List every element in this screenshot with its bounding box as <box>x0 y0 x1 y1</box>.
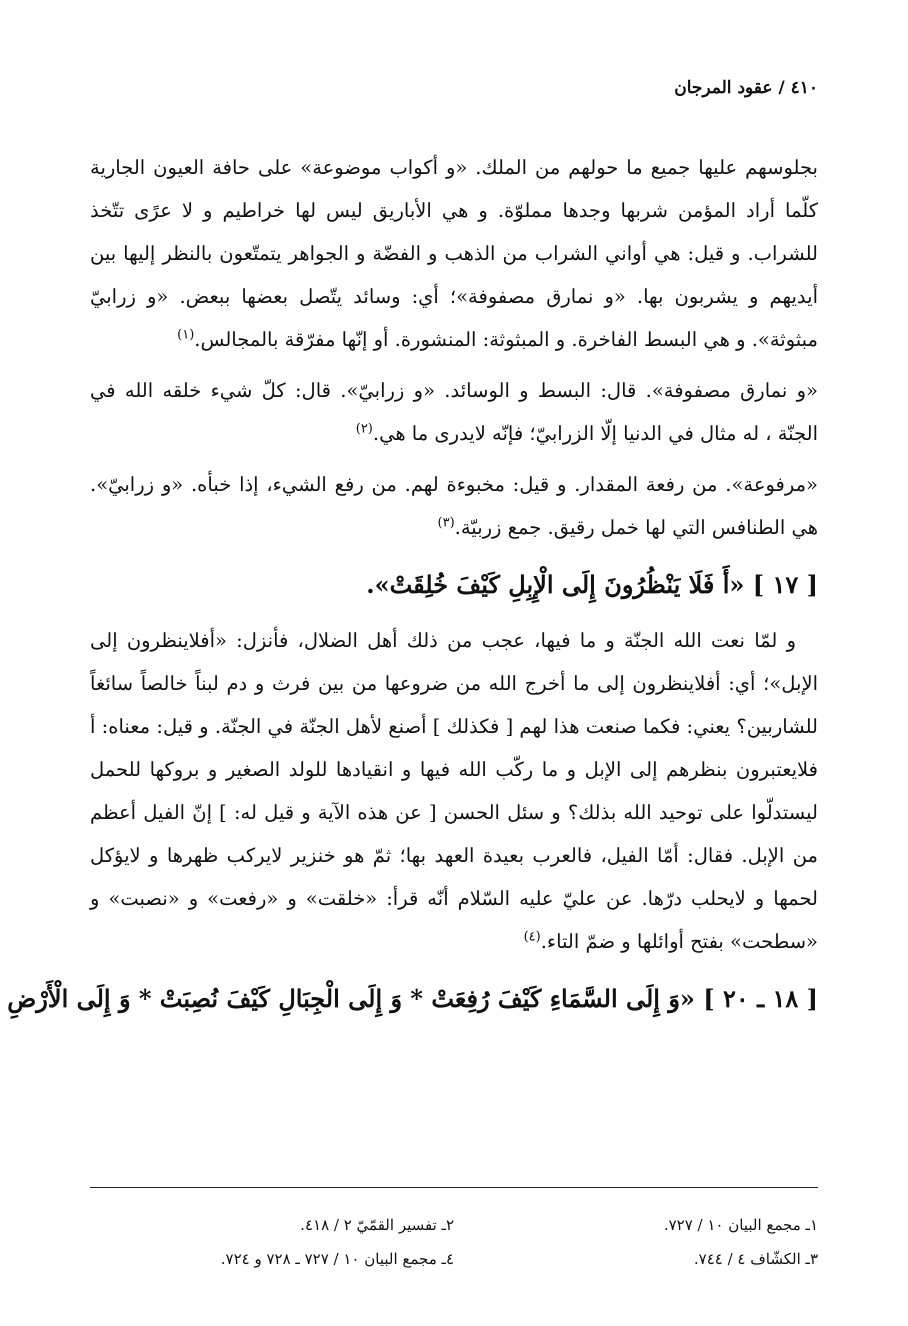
footnote-4: ٤ـ مجمع البيان ١٠ / ٧٢٧ ـ ٧٢٨ و ٧٢٤. <box>220 1250 454 1268</box>
verse-18-20-heading: [ ١٨ ـ ٢٠ ] «وَ إِلَى السَّمَاءِ كَيْفَ رُفِعَتْ * وَ إِلَى الْجِبَالِ كَيْفَ نُصِبَتْ * وَ إِلَى الْأَرْضِ <box>7 984 818 1013</box>
footnotes <box>90 1208 818 1276</box>
footnote-ref-1: (١) <box>177 327 195 343</box>
footnote-row <box>90 1208 818 1242</box>
main-text <box>7 146 818 1033</box>
footnote-separator <box>90 1187 818 1188</box>
paragraph-1 <box>90 146 818 361</box>
paragraph-1-text: بجلوسهم عليها جميع ما حولهم من الملك. «و أكواب موضوعة» على حافة العيون الجارية كلّما أراد المؤمن شربها وجدها مملوّة. و هي الأباريق ليس لها خراطيم و لا عرًى تتّخذ للشراب. و قيل: هي أواني الشراب من الذهب و الفضّة و الجواهر يتمتّعون بالنظر إليها بين أيديهم و يشربون بها. «و نمارق مصفوفة»؛ أي: وسائد يتّصل بعضها ببعض. «و زرابيّ مبثوثة». و هي البسط الفاخرة. و المبثوثة: المنشورة. أو إنّها مفرّقة بالمجالس. <box>90 156 818 351</box>
paragraph-3 <box>90 463 818 549</box>
paragraph-4 <box>90 619 818 963</box>
footnote-ref-4: (٤) <box>523 929 541 945</box>
footnote-ref-2: (٢) <box>355 421 373 437</box>
footnote-2: ٢ـ تفسير القمّيّ ٢ / ٤١٨. <box>300 1216 454 1234</box>
paragraph-2 <box>90 369 818 455</box>
paragraph-4-text: و لمّا نعت الله الجنّة و ما فيها، عجب من ذلك أهل الضلال، فأنزل: «أفلاينظرون إلى الإبل»؛ أي: أفلاينظرون إلى ما أخرج الله من ضروعها من بين فرث و دم لبناً خالصاً سائغاً للشاربين؟ يعني: فكما صنعت هذا لهم [ فكذلك ] أصنع لأهل الجنّة في الجنّة. و قيل: معناه: أ فلايعتبرون بنظرهم إلى الإبل و ما ركّب الله فيها و انقيادها للولد الصغير و بروكها للحمل ليستدلّوا على توحيد الله بذلك؟ و سئل الحسن [ عن هذه الآية و قيل له: ] إنّ الفيل أعظم من الإبل. فقال: أمّا الفيل، فالعرب بعيدة العهد بها؛ ثمّ هو خنزير لايركب ظهرها و لايؤكل لحمها و لايحلب درّها. عن عليّ عليه السّلام أنّه قرأ: «خلقت» و «رفعت» و «نصبت» و «سطحت» بفتح أوائلها و ضمّ التاء. <box>90 629 818 953</box>
verse-17-heading: [ ١٧ ] «أَ فَلَا يَنْظُرُونَ إِلَى الْإِبِلِ كَيْفَ خُلِقَتْ». <box>366 570 818 599</box>
footnote-3: ٣ـ الكشّاف ٤ / ٧٤٤. <box>693 1250 818 1268</box>
footnote-row <box>90 1242 818 1276</box>
footnote-1: ١ـ مجمع البيان ١٠ / ٧٢٧. <box>663 1216 818 1234</box>
paragraph-3-text: «مرفوعة». من رفعة المقدار. و قيل: مخبوءة لهم. من رفع الشيء، إذا خبأه. «و زرابيّ». هي الطنافس التي لها خمل رقيق. جمع زربيّة. <box>90 473 818 539</box>
paragraph-2-text: «و نمارق مصفوفة». قال: البسط و الوسائد. «و زرابيّ». قال: كلّ شيء خلقه الله في الجنّة ، له مثال في الدنيا إلّا الزرابيّ؛ فإنّه لايدرى ما هي. <box>90 379 818 445</box>
running-head: ٤١٠ / عقود المرجان <box>674 78 818 98</box>
footnote-ref-3: (٣) <box>437 515 455 531</box>
